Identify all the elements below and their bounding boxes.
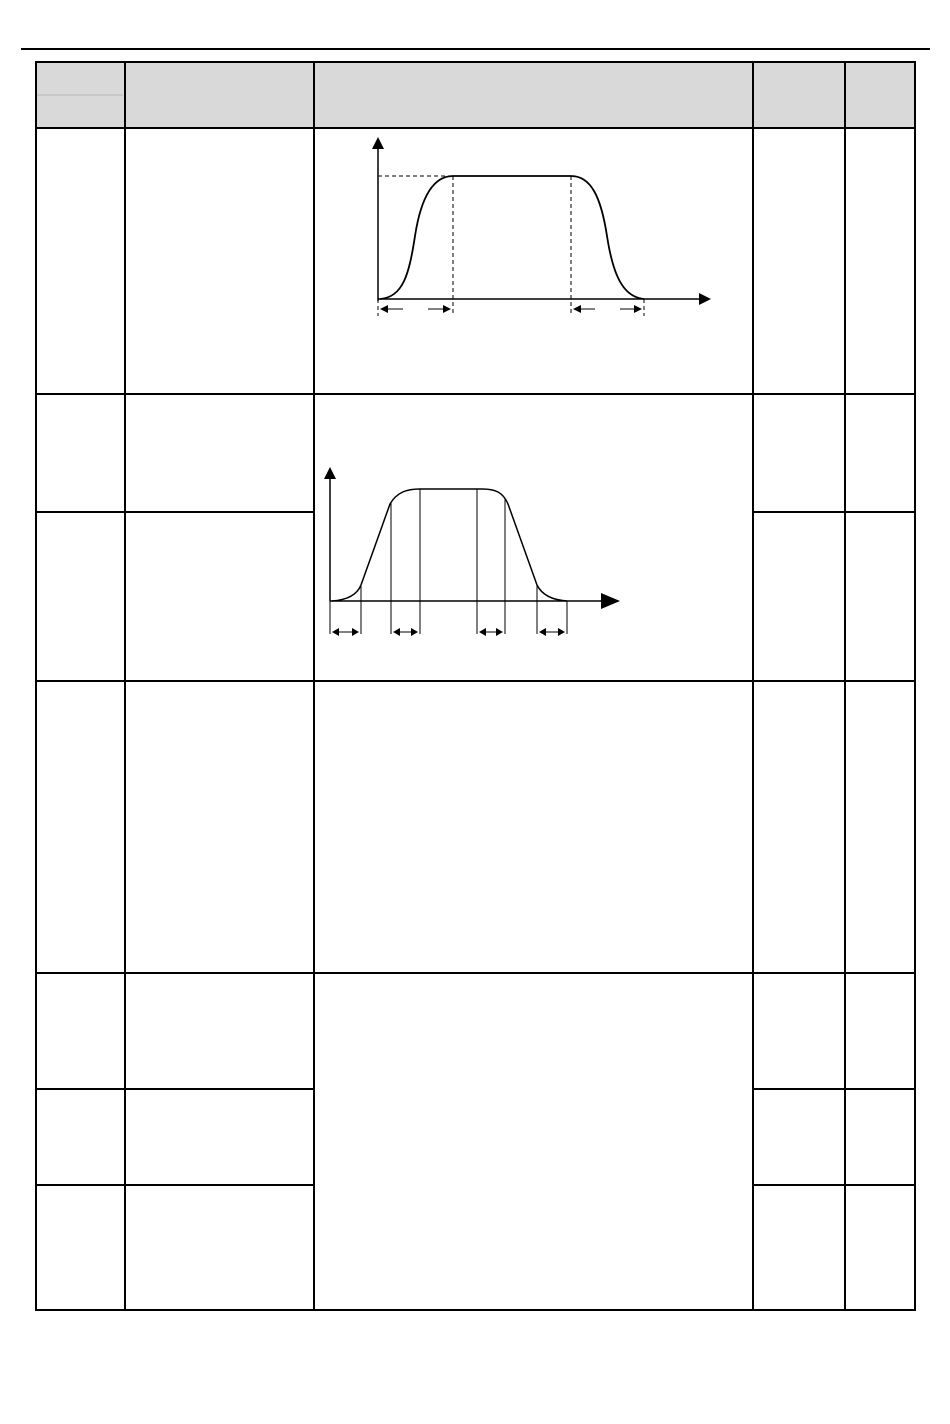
double-arrow-icon xyxy=(393,628,418,636)
x-axis-arrow-icon xyxy=(699,293,711,305)
table-border xyxy=(36,62,915,1310)
page-header-rule xyxy=(21,48,930,50)
arrow-left-icon xyxy=(573,305,581,313)
y-axis-arrow-icon xyxy=(324,467,336,479)
double-arrow-icon xyxy=(539,628,565,636)
arrow-right-icon xyxy=(443,305,451,313)
s-curve-line xyxy=(380,176,644,299)
double-arrow-icon xyxy=(479,628,503,636)
x-axis-arrow-icon xyxy=(601,593,620,609)
table-header-row xyxy=(35,61,916,127)
arrow-right-icon xyxy=(634,305,642,313)
s-curve-line xyxy=(332,489,567,601)
s-curve-accel-decel-diagram xyxy=(372,137,711,316)
s-curve-segment-time-diagram xyxy=(324,467,620,636)
header-accent xyxy=(37,94,123,96)
parameter-table xyxy=(35,61,916,1311)
arrow-left-icon xyxy=(380,305,388,313)
double-arrow-icon xyxy=(332,628,359,636)
y-axis-arrow-icon xyxy=(372,137,384,149)
